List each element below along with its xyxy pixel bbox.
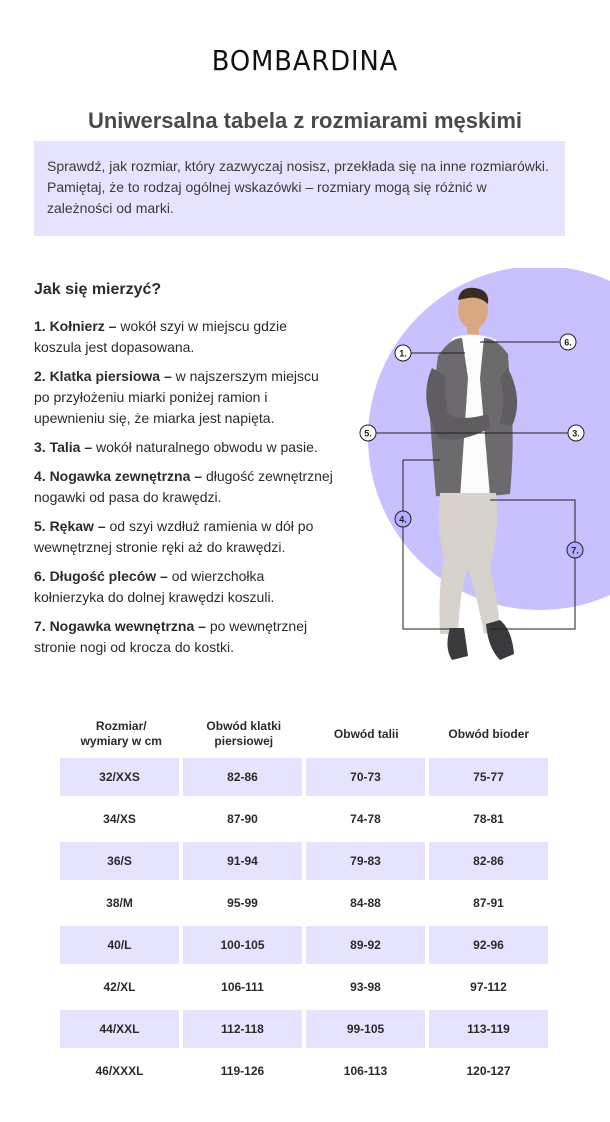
svg-text:6.: 6. [564, 337, 572, 348]
step-collar [34, 316, 334, 358]
table-row [60, 798, 550, 840]
size-table [60, 712, 550, 1092]
table-cell: 70-73 [306, 758, 425, 796]
step-text: wokół szyi w miejscu gdzie koszula jest dopasowana. [34, 318, 287, 355]
table-cell: 78-81 [473, 812, 504, 826]
howto-title: Jak się mierzyć? [34, 281, 162, 298]
step-inseam [34, 616, 334, 658]
step-text: od szyi wzdłuż ramienia w dół po wewnętrznej stronie ręki aż do krawędzi. [34, 518, 314, 555]
step-label: 4. Nogawka zewnętrzna – [34, 468, 203, 484]
intro-box [34, 141, 565, 236]
table-cell: 92-96 [429, 926, 548, 964]
table-cell: 120-127 [466, 1064, 511, 1078]
table-cell: 113-119 [429, 1010, 548, 1048]
table-cell: 36/S [60, 842, 179, 880]
svg-text:3.: 3. [572, 428, 580, 439]
table-cell: 89-92 [306, 926, 425, 964]
table-header-row [60, 712, 550, 756]
table-cell: 34/XS [103, 812, 136, 826]
svg-text:4.: 4. [399, 514, 407, 525]
table-cell: 74-78 [350, 812, 381, 826]
step-label: 3. Talia – [34, 439, 93, 455]
step-chest [34, 366, 334, 429]
table-cell: 32/XXS [60, 758, 179, 796]
intro-text: Sprawdź, jak rozmiar, który zazwyczaj nosisz, przekłada się na inne rozmiarówki. Pamiętaj, że to rodzaj ogólnej wskazówki – rozmiary mogą się różnić w zależności od marki. [47, 158, 549, 216]
marker-6-icon [560, 334, 576, 350]
step-text: długość zewnętrznej nogawki od pasa do krawędzi. [34, 468, 333, 505]
step-text: w najszerszym miejscu po przyłożeniu miarki poniżej ramion i upewnieniu się, że miarka jest napięta. [34, 368, 319, 426]
table-row [60, 1050, 550, 1092]
table-body [60, 756, 550, 1092]
step-text: wokół naturalnego obwodu w pasie. [92, 439, 318, 455]
table-cell: 82-86 [429, 842, 548, 880]
table-cell: 82-86 [183, 758, 302, 796]
svg-text:1.: 1. [399, 348, 407, 359]
table-cell: 40/L [60, 926, 179, 964]
brand-logo: BOMBARDINA [211, 44, 399, 77]
step-outseam [34, 466, 334, 508]
table-cell: 95-99 [227, 896, 258, 910]
step-label: 7. Nogawka wewnętrzna – [34, 618, 206, 634]
table-cell: 38/M [106, 896, 133, 910]
svg-text:7.: 7. [571, 545, 579, 556]
table-cell: 112-118 [183, 1010, 302, 1048]
table-cell: 42/XL [103, 980, 136, 994]
step-text: od wierzchołka kołnierzyka do dolnej krawędzi koszuli. [34, 568, 275, 605]
table-cell: 99-105 [306, 1010, 425, 1048]
marker-1-icon [395, 345, 411, 361]
table-header-size: Rozmiar/ wymiary w cm [80, 719, 162, 748]
table-row [60, 756, 550, 798]
table-cell: 84-88 [350, 896, 381, 910]
table-row [60, 882, 550, 924]
table-cell: 46/XXXL [95, 1064, 144, 1078]
step-text: po wewnętrznej stronie nogi od krocza do kostki. [34, 618, 308, 655]
step-label: 2. Klatka piersiowa – [34, 368, 172, 384]
step-waist [34, 437, 334, 458]
table-row [60, 924, 550, 966]
measurement-illustration [340, 268, 610, 688]
table-header-chest: Obwód klatki piersiowej [206, 719, 282, 748]
table-cell: 79-83 [306, 842, 425, 880]
table-cell: 106-111 [221, 980, 264, 994]
page-title: Uniwersalna tabela z rozmiarami męskimi [87, 108, 523, 133]
table-row [60, 1008, 550, 1050]
table-cell: 87-90 [227, 812, 258, 826]
table-cell: 91-94 [183, 842, 302, 880]
table-cell: 93-98 [350, 980, 381, 994]
table-cell: 100-105 [183, 926, 302, 964]
table-header-waist: Obwód talii [333, 726, 399, 741]
marker-4-icon [395, 511, 411, 527]
table-cell: 75-77 [429, 758, 548, 796]
table-row [60, 966, 550, 1008]
svg-text:5.: 5. [364, 428, 372, 439]
step-label: 1. Kołnierz – [34, 318, 117, 334]
step-back-length [34, 566, 334, 608]
marker-3-icon [568, 425, 584, 441]
marker-7-icon [567, 542, 583, 558]
table-cell: 97-112 [470, 980, 507, 994]
table-row [60, 840, 550, 882]
step-label: 5. Rękaw – [34, 518, 106, 534]
table-cell: 119-126 [220, 1064, 265, 1078]
table-cell: 87-91 [473, 896, 504, 910]
step-label: 6. Długość pleców – [34, 568, 168, 584]
step-sleeve [34, 516, 334, 558]
table-cell: 106-113 [343, 1064, 388, 1078]
marker-5-icon [360, 425, 376, 441]
measurement-figure [340, 268, 610, 688]
table-cell: 44/XXL [60, 1010, 179, 1048]
measure-steps-list [34, 316, 334, 666]
table-header-hips: Obwód bioder [448, 726, 530, 741]
